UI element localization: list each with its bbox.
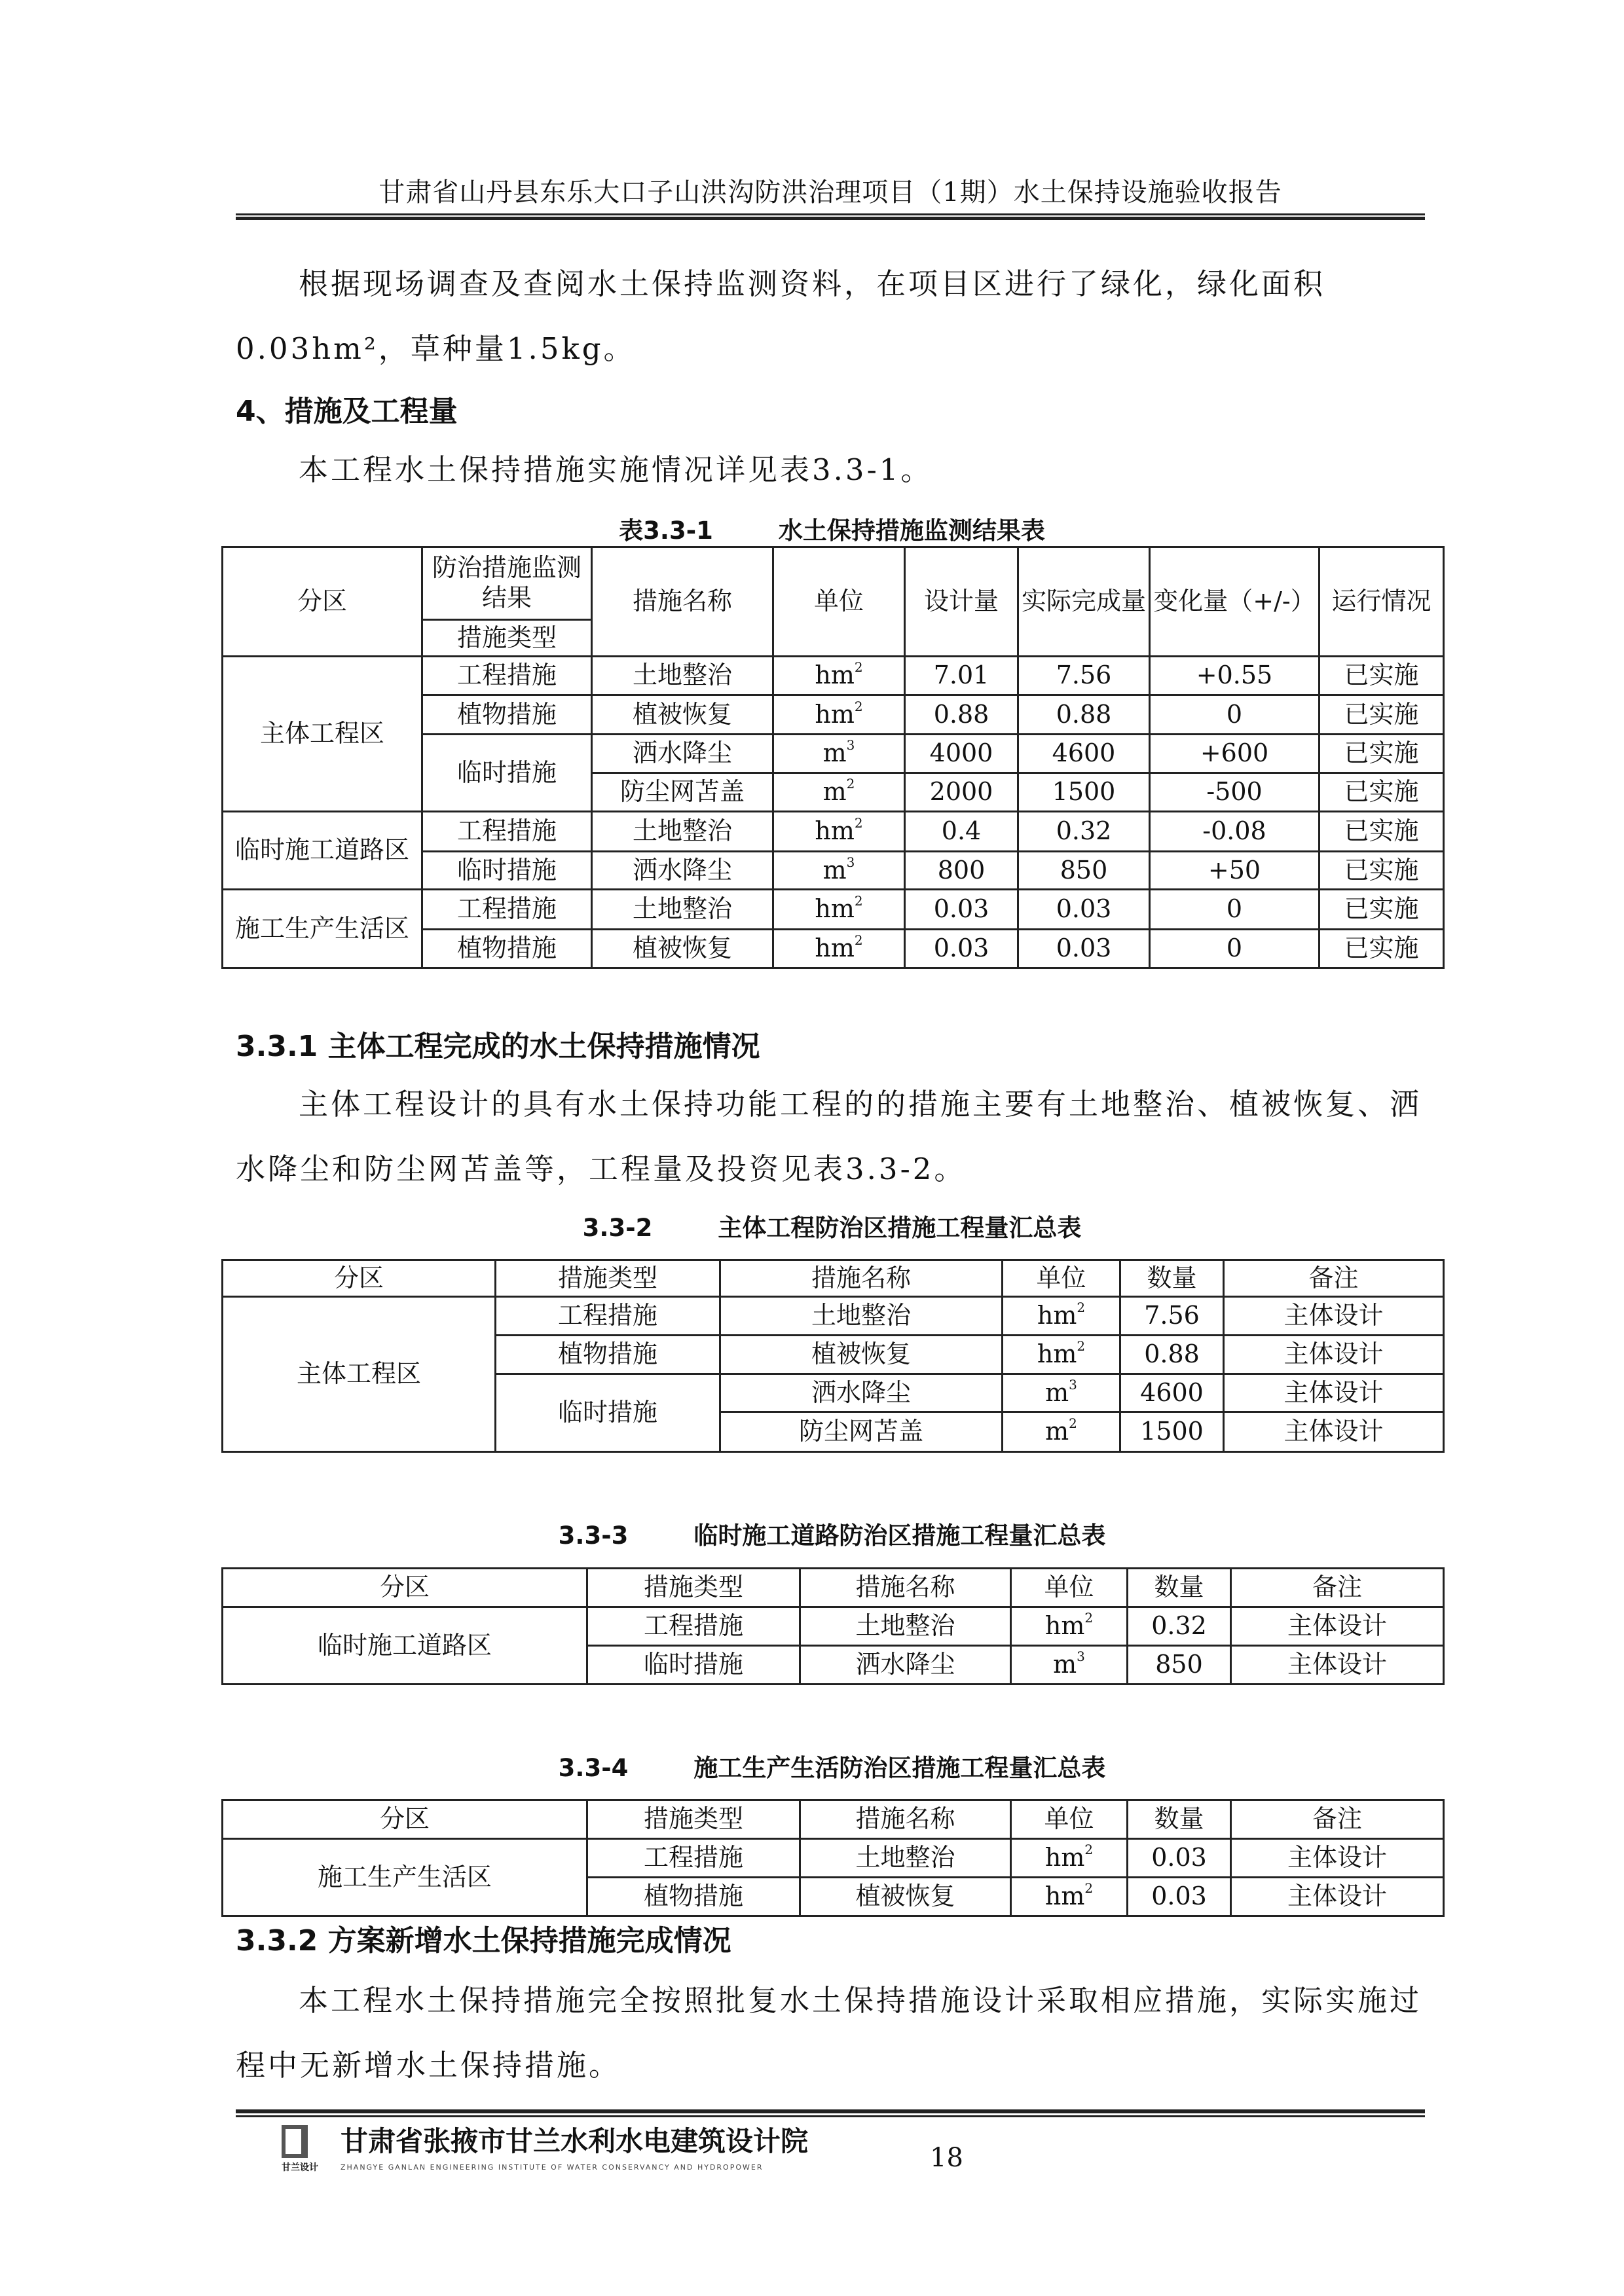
- zone-cell: 临时施工道路区: [223, 812, 422, 890]
- note-cell: 主体设计: [1224, 1412, 1444, 1452]
- unit-cell: [773, 657, 905, 695]
- actual-qty-cell: 1500: [1018, 773, 1150, 812]
- status-cell: 已实施: [1320, 695, 1444, 735]
- quantity-cell: 1500: [1120, 1412, 1224, 1452]
- unit-exponent: 2: [854, 698, 863, 714]
- unit-text: hm: [1037, 1301, 1077, 1330]
- measure-name-cell: 土地整治: [592, 812, 773, 852]
- table-row: [223, 812, 1444, 852]
- measure-type-cell: 工程措施: [496, 1297, 720, 1336]
- header-qty: 数量: [1128, 1569, 1231, 1607]
- living-area-summary-table: [221, 1799, 1445, 1917]
- note-cell: 主体设计: [1231, 1839, 1444, 1878]
- unit-cell: [773, 695, 905, 735]
- unit-exponent: 2: [854, 932, 863, 949]
- unit-text: m: [1045, 1377, 1069, 1407]
- unit-cell: [1011, 1878, 1128, 1916]
- actual-qty-cell: 0.32: [1018, 812, 1150, 852]
- unit-cell: [773, 930, 905, 968]
- actual-qty-cell: 0.03: [1018, 890, 1150, 930]
- measure-name-cell: 植被恢复: [720, 1336, 1003, 1374]
- header-name: 措施名称: [592, 547, 773, 657]
- zone-cell: 施工生产生活区: [223, 1839, 587, 1916]
- design-qty-cell: 7.01: [905, 657, 1018, 695]
- caption-title: 主体工程防治区措施工程量汇总表: [718, 1214, 1082, 1242]
- design-qty-cell: 0.88: [905, 695, 1018, 735]
- header-unit: 单位: [1011, 1569, 1128, 1607]
- measure-type-cell: 植物措施: [422, 695, 592, 735]
- unit-text: hm: [815, 816, 855, 846]
- caption-number: 3.3-3: [558, 1522, 629, 1550]
- section-332-paragraph: 本工程水土保持措施完全按照批复水土保持措施设计采取相应措施，实际实施过程中无新增水土保持措施。: [236, 1983, 1422, 2083]
- measure-name-cell: 土地整治: [720, 1297, 1003, 1336]
- section-4-paragraph: 本工程水土保持措施实施情况详见表3.3-1。: [299, 452, 933, 487]
- header-actual: 实际完成量: [1018, 547, 1150, 657]
- unit-exponent: 2: [1084, 1842, 1094, 1858]
- zone-cell: 主体工程区: [223, 657, 422, 812]
- unit-text: hm: [1044, 1843, 1085, 1872]
- header-type: 措施类型: [587, 1569, 800, 1607]
- unit-exponent: 2: [1077, 1338, 1086, 1355]
- measure-type-cell: 临时措施: [587, 1646, 800, 1685]
- header-type: 措施类型: [422, 620, 592, 657]
- design-qty-cell: 0.03: [905, 930, 1018, 968]
- unit-exponent: 3: [846, 854, 855, 870]
- measure-name-cell: 洒水降尘: [592, 852, 773, 890]
- unit-text: hm: [815, 934, 855, 963]
- design-qty-cell: 0.4: [905, 812, 1018, 852]
- logo-text: 甘兰设计: [282, 2162, 318, 2173]
- unit-cell: [1003, 1297, 1120, 1336]
- change-cell: -0.08: [1150, 812, 1320, 852]
- quantity-cell: 0.88: [1120, 1336, 1224, 1374]
- caption-number: 表3.3-1: [619, 517, 713, 545]
- header-qty: 数量: [1120, 1260, 1224, 1297]
- measure-type-cell: 工程措施: [587, 1607, 800, 1646]
- measure-name-cell: 洒水降尘: [720, 1374, 1003, 1412]
- unit-text: hm: [1044, 1611, 1085, 1641]
- unit-exponent: 2: [854, 893, 863, 909]
- zone-cell: 施工生产生活区: [223, 890, 422, 968]
- unit-cell: [1003, 1336, 1120, 1374]
- table-row: [223, 657, 1444, 695]
- running-header: 甘肃省山丹县东乐大口子山洪沟防洪治理项目（1期）水土保持设施验收报告: [378, 177, 1282, 208]
- quantity-cell: 4600: [1120, 1374, 1224, 1412]
- change-cell: -500: [1150, 773, 1320, 812]
- intro-paragraph: 根据现场调查及查阅水土保持监测资料，在项目区进行了绿化，绿化面积0.03hm²，草种量1.5kg。: [236, 266, 1326, 366]
- measure-type-cell: 植物措施: [587, 1878, 800, 1916]
- change-cell: +50: [1150, 852, 1320, 890]
- measure-type-cell: 植物措施: [422, 930, 592, 968]
- actual-qty-cell: 4600: [1018, 735, 1150, 773]
- measure-name-cell: 洒水降尘: [800, 1646, 1011, 1685]
- note-cell: 主体设计: [1231, 1646, 1444, 1685]
- change-cell: +0.55: [1150, 657, 1320, 695]
- unit-text: m: [1045, 1417, 1069, 1446]
- status-cell: 已实施: [1320, 930, 1444, 968]
- measure-name-cell: 土地整治: [592, 657, 773, 695]
- caption-number: 3.3-2: [582, 1214, 653, 1242]
- measure-name-cell: 植被恢复: [592, 695, 773, 735]
- actual-qty-cell: 850: [1018, 852, 1150, 890]
- design-qty-cell: 0.03: [905, 890, 1018, 930]
- quantity-cell: 0.03: [1128, 1839, 1231, 1878]
- caption-title: 临时施工道路防治区措施工程量汇总表: [693, 1522, 1106, 1550]
- change-cell: 0: [1150, 890, 1320, 930]
- header-unit: 单位: [773, 547, 905, 657]
- header-divider: [236, 213, 1425, 220]
- unit-exponent: 3: [1069, 1376, 1077, 1393]
- status-cell: 已实施: [1320, 852, 1444, 890]
- note-cell: 主体设计: [1224, 1336, 1444, 1374]
- measure-name-cell: 防尘网苫盖: [592, 773, 773, 812]
- measure-type-cell: 工程措施: [422, 890, 592, 930]
- header-zone: 分区: [223, 547, 422, 657]
- unit-text: m: [822, 855, 847, 884]
- unit-cell: [1011, 1607, 1128, 1646]
- unit-text: m: [822, 738, 847, 768]
- header-unit: 单位: [1003, 1260, 1120, 1297]
- header-type: 措施类型: [587, 1800, 800, 1839]
- unit-text: hm: [815, 699, 855, 729]
- status-cell: 已实施: [1320, 773, 1444, 812]
- zone-cell: 临时施工道路区: [223, 1607, 587, 1685]
- header-note: 备注: [1231, 1569, 1444, 1607]
- unit-cell: [1003, 1412, 1120, 1452]
- table2-caption: [221, 1208, 1443, 1243]
- institute-name: 甘肃省张掖市甘兰水利水电建筑设计院: [341, 2125, 809, 2157]
- note-cell: 主体设计: [1224, 1297, 1444, 1336]
- measure-name-cell: 防尘网苫盖: [720, 1412, 1003, 1452]
- measure-name-cell: 土地整治: [800, 1607, 1011, 1646]
- table-row: [223, 1800, 1444, 1839]
- measure-name-cell: 植被恢复: [800, 1878, 1011, 1916]
- header-status: 运行情况: [1320, 547, 1444, 657]
- header-unit: 单位: [1011, 1800, 1128, 1839]
- unit-cell: [773, 735, 905, 773]
- header-zone: 分区: [223, 1800, 587, 1839]
- unit-text: hm: [1037, 1339, 1077, 1369]
- unit-cell: [773, 812, 905, 852]
- header-name: 措施名称: [800, 1800, 1011, 1839]
- header-name: 措施名称: [720, 1260, 1003, 1297]
- unit-exponent: 2: [1084, 1880, 1094, 1897]
- unit-cell: [1011, 1646, 1128, 1685]
- footer-divider: [236, 2109, 1425, 2117]
- table-row: [223, 1260, 1444, 1297]
- measure-name-cell: 植被恢复: [592, 930, 773, 968]
- measure-type-cell: 临时措施: [496, 1374, 720, 1452]
- temp-road-summary-table: [221, 1567, 1445, 1685]
- table-row: [223, 1569, 1444, 1607]
- status-cell: 已实施: [1320, 890, 1444, 930]
- header-note: 备注: [1231, 1800, 1444, 1839]
- unit-text: m: [822, 777, 847, 807]
- measure-type-cell: 工程措施: [422, 812, 592, 852]
- institute-name-english: ZHANGYE GANLAN ENGINEERING INSTITUTE OF WATER CONSERVANCY AND HYDROPOWER: [341, 2163, 764, 2172]
- unit-text: m: [1053, 1650, 1077, 1679]
- caption-title: 水土保持措施监测结果表: [778, 517, 1045, 545]
- unit-cell: [1003, 1374, 1120, 1412]
- page-number: 18: [930, 2143, 963, 2173]
- quantity-cell: 7.56: [1120, 1297, 1224, 1336]
- measure-type-cell: 植物措施: [496, 1336, 720, 1374]
- design-qty-cell: 4000: [905, 735, 1018, 773]
- header-name: 措施名称: [800, 1569, 1011, 1607]
- header-zone: 分区: [223, 1569, 587, 1607]
- change-cell: 0: [1150, 930, 1320, 968]
- section-4-heading: 4、措施及工程量: [236, 395, 458, 428]
- unit-cell: [773, 773, 905, 812]
- quantity-cell: 0.32: [1128, 1607, 1231, 1646]
- header-qty: 数量: [1128, 1800, 1231, 1839]
- note-cell: 主体设计: [1224, 1374, 1444, 1412]
- status-cell: 已实施: [1320, 657, 1444, 695]
- caption-title: 施工生产生活防治区措施工程量汇总表: [693, 1754, 1106, 1782]
- table4-caption: [221, 1748, 1443, 1783]
- quantity-cell: 0.03: [1128, 1878, 1231, 1916]
- actual-qty-cell: 0.88: [1018, 695, 1150, 735]
- note-cell: 主体设计: [1231, 1607, 1444, 1646]
- measure-type-cell: 临时措施: [422, 735, 592, 812]
- table-row: [223, 890, 1444, 930]
- status-cell: 已实施: [1320, 812, 1444, 852]
- change-cell: +600: [1150, 735, 1320, 773]
- header-type: 措施类型: [496, 1260, 720, 1297]
- unit-exponent: 2: [846, 776, 855, 792]
- measure-type-cell: 临时措施: [422, 852, 592, 890]
- design-qty-cell: 2000: [905, 773, 1018, 812]
- main-works-summary-table: [221, 1259, 1445, 1453]
- unit-text: hm: [815, 894, 855, 924]
- unit-cell: [773, 890, 905, 930]
- table1-caption: [221, 511, 1443, 546]
- section-331-paragraph: 主体工程设计的具有水土保持功能工程的的措施主要有土地整治、植被恢复、洒水降尘和防尘网苫盖等，工程量及投资见表3.3-2。: [236, 1087, 1422, 1186]
- measure-name-cell: 洒水降尘: [592, 735, 773, 773]
- unit-exponent: 2: [1084, 1610, 1094, 1626]
- monitoring-results-table: [221, 546, 1445, 969]
- note-cell: 主体设计: [1231, 1878, 1444, 1916]
- measure-type-cell: 工程措施: [422, 657, 592, 695]
- zone-cell: 主体工程区: [223, 1297, 496, 1452]
- quantity-cell: 850: [1128, 1646, 1231, 1685]
- unit-cell: [1011, 1839, 1128, 1878]
- actual-qty-cell: 7.56: [1018, 657, 1150, 695]
- table-row: [223, 1607, 1444, 1646]
- change-cell: 0: [1150, 695, 1320, 735]
- header-change: 变化量（+/-）: [1150, 547, 1320, 657]
- header-note: 备注: [1224, 1260, 1444, 1297]
- actual-qty-cell: 0.03: [1018, 930, 1150, 968]
- table3-caption: [221, 1516, 1443, 1551]
- unit-exponent: 2: [1077, 1300, 1086, 1316]
- status-cell: 已实施: [1320, 735, 1444, 773]
- design-qty-cell: 800: [905, 852, 1018, 890]
- table-row: [223, 1297, 1444, 1336]
- measure-name-cell: 土地整治: [592, 890, 773, 930]
- unit-exponent: 3: [846, 737, 855, 754]
- institute-logo-icon: [282, 2125, 308, 2158]
- section-331-heading: 3.3.1 主体工程完成的水土保持措施情况: [236, 1030, 760, 1063]
- unit-exponent: 2: [854, 815, 863, 831]
- unit-exponent: 2: [854, 659, 863, 676]
- unit-exponent: 2: [1069, 1415, 1077, 1432]
- section-332-heading: 3.3.2 方案新增水土保持措施完成情况: [236, 1924, 731, 1958]
- table-row: [223, 1839, 1444, 1878]
- unit-exponent: 3: [1077, 1649, 1085, 1665]
- header-design: 设计量: [905, 547, 1018, 657]
- measure-name-cell: 土地整治: [800, 1839, 1011, 1878]
- unit-text: hm: [1044, 1882, 1085, 1911]
- measure-type-cell: 工程措施: [587, 1839, 800, 1878]
- header-monitor: 防治措施监测结果: [422, 547, 592, 620]
- caption-number: 3.3-4: [558, 1754, 629, 1782]
- unit-text: hm: [815, 661, 855, 690]
- unit-cell: [773, 852, 905, 890]
- header-zone: 分区: [223, 1260, 496, 1297]
